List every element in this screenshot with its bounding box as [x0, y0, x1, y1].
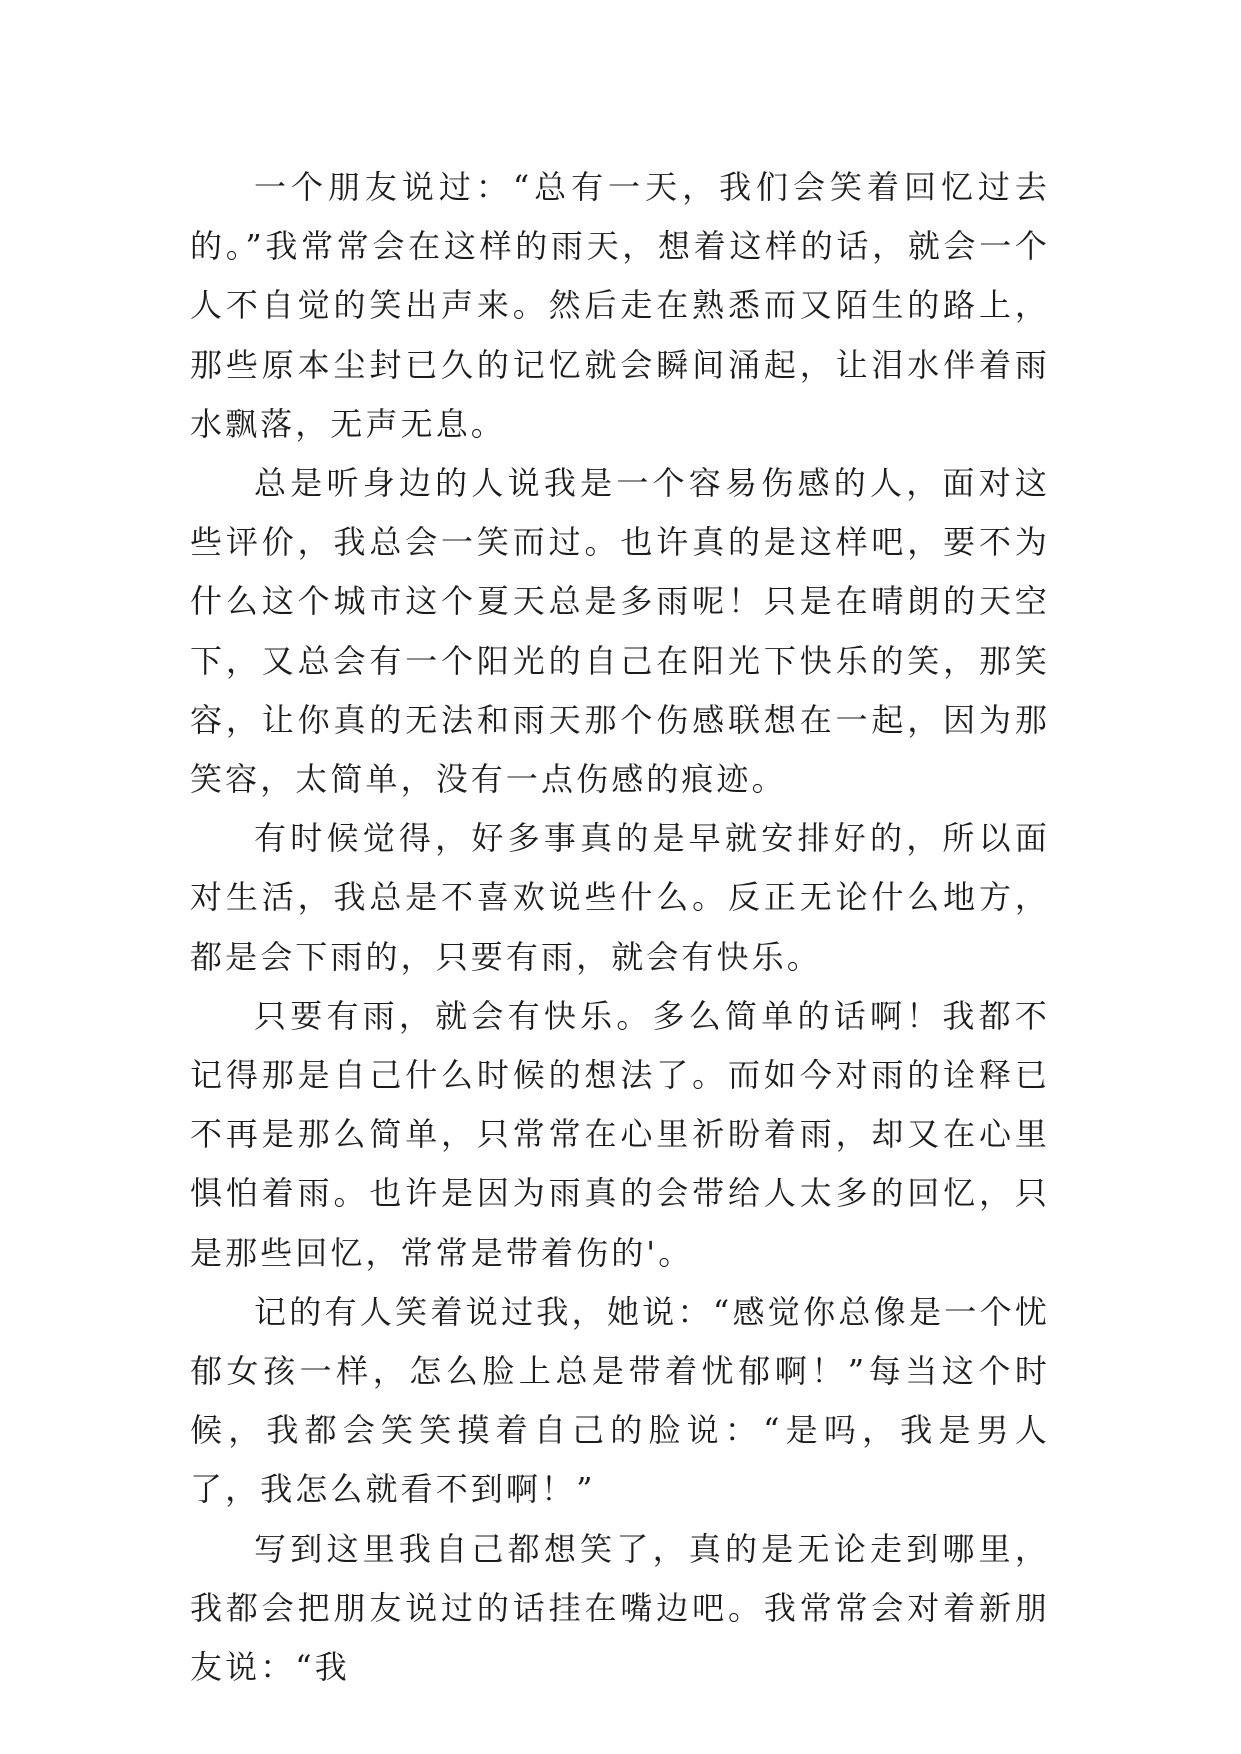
paragraph-6: 写到这里我自己都想笑了，真的是无论走到哪里，我都会把朋友说过的话挂在嘴边吧。我常常会对着新朋友说：“我: [190, 1529, 1050, 1687]
paragraph-4: 只要有雨，就会有快乐。多么简单的话啊！我都不记得那是自己什么时候的想法了。而如今对雨的诠释已不再是那么简单，只常常在心里祈盼着雨，却又在心里惧怕着雨。也许是因为雨真的会带给人太多的回忆，只是那些回忆，常常是带着伤的'。: [190, 996, 1050, 1272]
paragraph-2: 总是听身边的人说我是一个容易伤感的人，面对这些评价，我总会一笑而过。也许真的是这样吧，要不为什么这个城市这个夏天总是多雨呢！只是在晴朗的天空下，又总会有一个阳光的自己在阳光下快乐的笑，那笑容，让你真的无法和雨天那个伤感联想在一起，因为那笑容，太简单，没有一点伤感的痕迹。: [190, 464, 1050, 799]
document-body: [190, 158, 1050, 1697]
paragraph-1: 一个朋友说过：“总有一天，我们会笑着回忆过去的。”我常常会在这样的雨天，想着这样的话，就会一个人不自觉的笑出声来。然后走在熟悉而又陌生的路上，那些原本尘封已久的记忆就会瞬间涌起，让泪水伴着雨水飘落，无声无息。: [190, 168, 1050, 443]
paragraph-3: 有时候觉得，好多事真的是早就安排好的，所以面对生活，我总是不喜欢说些什么。反正无论什么地方，都是会下雨的，只要有雨，就会有快乐。: [190, 819, 1050, 976]
paragraph-5: 记的有人笑着说过我，她说：“感觉你总像是一个忧郁女孩一样，怎么脸上总是带着忧郁啊！”每当这个时候，我都会笑笑摸着自己的脸说：“是吗，我是男人了，我怎么就看不到啊！”: [190, 1292, 1050, 1509]
